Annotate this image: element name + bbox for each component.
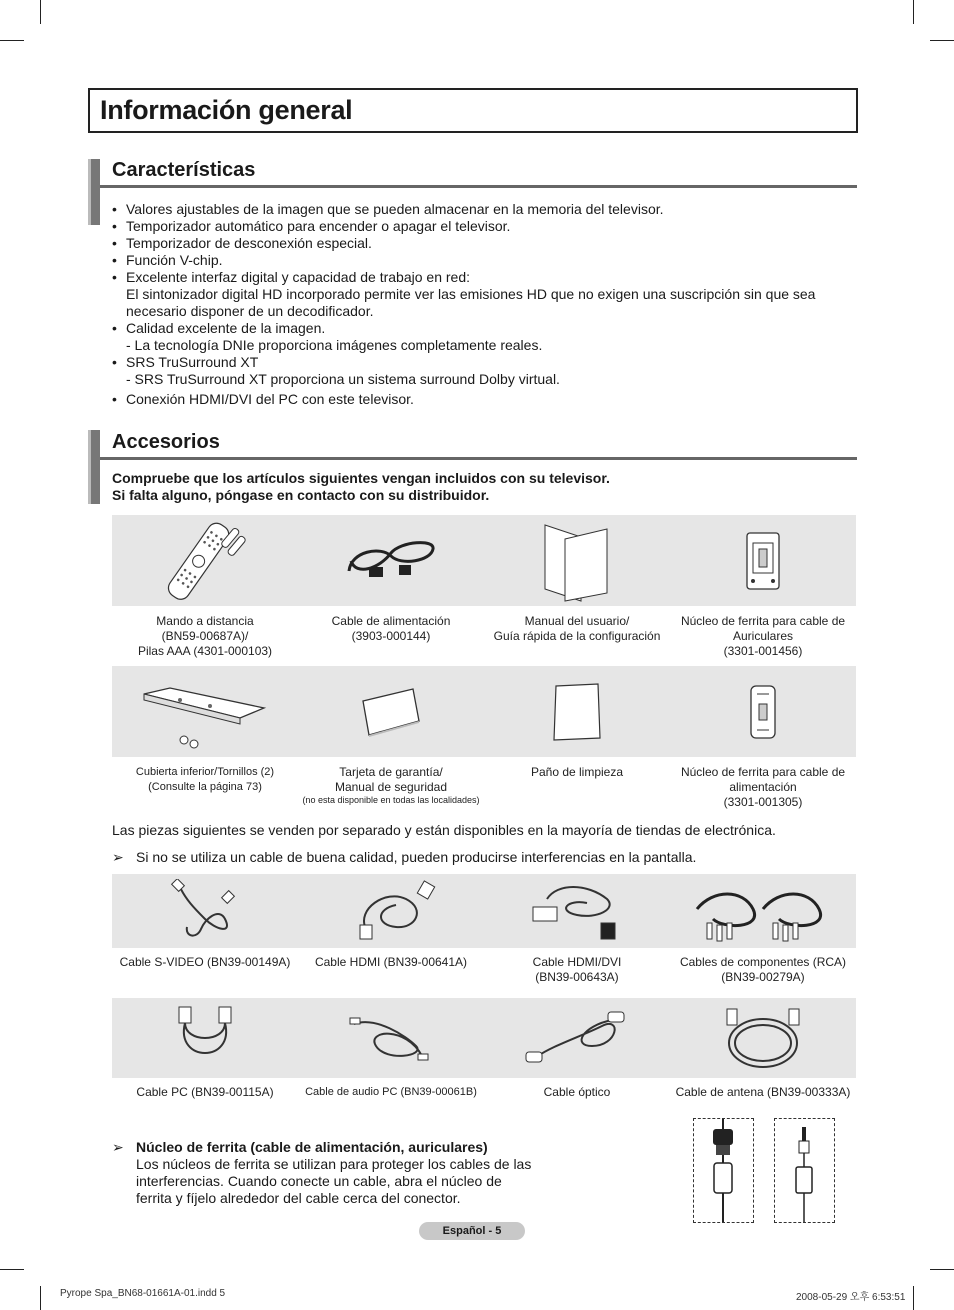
caption-audio-cable: Cable de audio PC (BN39-00061B): [305, 1086, 477, 1098]
accessory-image-row: [112, 666, 856, 757]
arrow-icon: ➢: [112, 849, 124, 865]
list-item: • SRS TruSurround XT - SRS TruSurround XT proporciona un sistema surround Dolby virtual.: [112, 354, 832, 388]
section-bar: [88, 430, 100, 504]
caption-component: Cables de componentes (RCA) (BN39-00279A): [679, 955, 847, 984]
crop-mark: [913, 0, 914, 24]
ferrite-core-icon: [670, 515, 856, 606]
list-item: • Valores ajustables de la imagen que se pueden almacenar en la memoria del televisor.: [112, 201, 832, 218]
hdmi-dvi-cable-icon: [484, 874, 670, 948]
optional-image-row: [112, 874, 856, 948]
caption-power-cable: Cable de alimentación (3903-000144): [331, 614, 451, 643]
bottom-cover-icon: [112, 666, 298, 757]
list-item: • Temporizador automático para encender o apagar el televisor.: [112, 218, 832, 235]
footer-file: Pyrope Spa_BN68-01661A-01.indd 5: [60, 1288, 226, 1299]
page-title: Información general: [100, 95, 353, 125]
ferrite-note-title: Núcleo de ferrita (cable de alimentación, auriculares): [136, 1139, 488, 1155]
caption-cleaning-cloth: Paño de limpieza: [530, 765, 624, 779]
section-rule: [100, 457, 857, 460]
crop-mark: [930, 1269, 954, 1270]
crop-mark: [930, 40, 954, 41]
caption-antenna: Cable de antena (BN39-00333A): [675, 1085, 851, 1099]
section-heading-accessories: Accesorios: [112, 431, 220, 453]
pc-cable-icon: [112, 998, 298, 1078]
caption-hdmi-dvi: Cable HDMI/DVI (BN39-00643A): [532, 955, 622, 984]
list-item: • Excelente interfaz digital y capacidad de trabajo en red: El sintonizador digital HD incorporado permite ver las emisiones HD que no exigen una suscripción sin que sea necesario disponer de un decodificador.: [112, 269, 832, 320]
manual-icon: [484, 515, 670, 606]
caption-svideo: Cable S-VIDEO (BN39-00149A): [119, 955, 291, 969]
section-heading-features: Características: [112, 159, 256, 181]
hdmi-cable-icon: [298, 874, 484, 948]
caption-optical: Cable óptico: [543, 1085, 611, 1099]
list-item: • Temporizador de desconexión especial.: [112, 235, 832, 252]
caption-ferrite-power: Núcleo de ferrita para cable de alimentación (3301-001305): [680, 765, 846, 809]
antenna-cable-icon: [670, 998, 856, 1078]
warranty-card-icon: [298, 666, 484, 757]
remote-icon: [112, 515, 298, 606]
section-rule: [100, 185, 857, 188]
list-item: • Calidad excelente de la imagen. - La tecnología DNIe proporciona imágenes completamente reales.: [112, 320, 832, 354]
optional-image-row: [112, 998, 856, 1078]
svideo-cable-icon: [112, 874, 298, 948]
page-title-box: [88, 88, 858, 133]
footer-timestamp: 2008-05-29 오후 6:53:51: [796, 1292, 906, 1303]
caption-pc-cable: Cable PC (BN39-00115A): [136, 1085, 274, 1099]
crop-mark: [40, 0, 41, 24]
ferrite-headphone-illustration: [774, 1118, 835, 1223]
power-cable-icon: [298, 515, 484, 606]
audio-cable-icon: [298, 998, 484, 1078]
arrow-icon: ➢: [112, 1139, 124, 1155]
crop-mark: [913, 1286, 914, 1310]
accessories-intro: Compruebe que los artículos siguientes vengan incluidos con su televisor. Si falta alguno, póngase en contacto con su distribuidor.: [112, 470, 610, 503]
ferrite-note: [136, 1139, 536, 1207]
crop-mark: [0, 40, 24, 41]
quality-note: Si no se utiliza un cable de buena calidad, pueden producirse interferencias en la pantalla.: [136, 849, 697, 865]
ferrite-core-icon: [670, 666, 856, 757]
accessory-image-row: [112, 515, 856, 606]
component-cable-icon: [670, 874, 856, 948]
optical-cable-icon: [484, 998, 670, 1078]
page-number: Español - 5: [419, 1222, 525, 1240]
crop-mark: [40, 1286, 41, 1310]
caption-warranty-card: Tarjeta de garantía/ Manual de seguridad (no esta disponible en todas las localidades): [302, 765, 480, 805]
caption-manual: Manual del usuario/ Guía rápida de la configuración: [493, 614, 661, 643]
ferrite-note-body: Los núcleos de ferrita se utilizan para proteger los cables de las interferencias. Cuando conecte un cable, abra el núcleo de ferrita y fíjelo alrededor del cable cerca del conector.: [136, 1156, 532, 1206]
list-item: • Conexión HDMI/DVI del PC con este televisor.: [112, 391, 832, 408]
section-bar: [88, 159, 100, 225]
separate-note: Las piezas siguientes se venden por separado y están disponibles en la mayoría de tiendas de electrónica.: [112, 822, 776, 838]
crop-mark: [0, 1269, 24, 1270]
caption-ferrite-headphones: Núcleo de ferrita para cable de Auriculares (3301-001456): [680, 614, 846, 658]
ferrite-power-illustration: [693, 1118, 754, 1223]
caption-remote: Mando a distancia (BN59-00687A)/ Pilas AAA (4301-000103): [137, 614, 273, 658]
caption-hdmi: Cable HDMI (BN39-00641A): [314, 955, 468, 969]
features-list: [112, 201, 832, 408]
list-item: • Función V-chip.: [112, 252, 832, 269]
caption-bottom-cover: Cubierta inferior/Tornillos (2) (Consulte la página 73): [135, 766, 275, 793]
cleaning-cloth-icon: [484, 666, 670, 757]
